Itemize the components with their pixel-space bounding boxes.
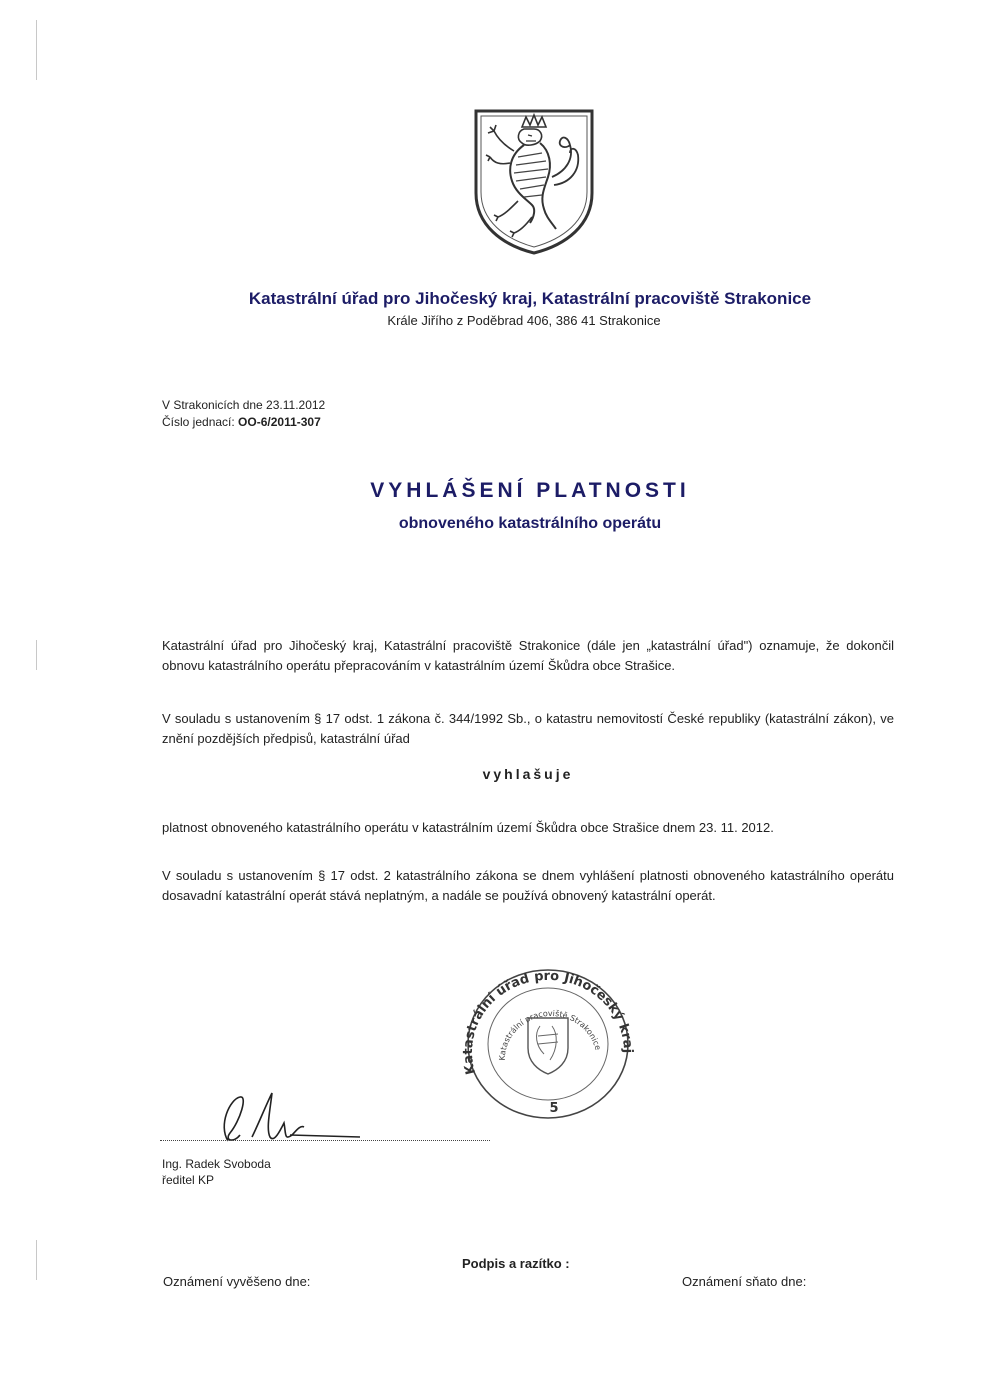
stamp-outer-text: Katastrální úřad pro Jihočeský kraj — [461, 968, 636, 1076]
stamp-shield-icon — [528, 1018, 568, 1074]
place-and-date: V Strakonicích dne 23.11.2012 — [162, 398, 326, 412]
scan-edge-line — [36, 20, 37, 80]
handwritten-signature — [200, 1085, 370, 1155]
reference-number: OO-6/2011-307 — [238, 415, 321, 429]
office-name: Katastrální úřad pro Jihočeský kraj, Katastrální pracoviště Strakonice — [248, 289, 812, 308]
document-subtitle: obnoveného katastrálního operátu — [398, 515, 662, 532]
paragraph-announcement: Katastrální úřad pro Jihočeský kraj, Katastrální pracoviště Strakonice (dále jen „katastrální úřad") oznamuje, že dokončil obnovu katastrálního operátu přepracováním v katastrálním území Škůdra obce Strašice. — [162, 638, 894, 673]
signature-line — [160, 1140, 490, 1141]
declares-word: vyhlašuje — [482, 766, 574, 782]
footer-signature-label: Podpis a razítko : — [462, 1256, 570, 1271]
office-address: Krále Jiřího z Poděbrad 406, 386 41 Strakonice — [387, 313, 661, 328]
svg-text:Katastrální úřad pro Jihočeský — [461, 969, 635, 1076]
paragraph-effect: V souladu s ustanovením § 17 odst. 2 katastrálního zákona se dnem vyhlášení platnosti obnoveného katastrálního operátu dosavadní katastrální operát stává neplatným, a nadále se používá obnovený katastrální operát. — [162, 868, 894, 903]
stamp-inner-text: Katastrální pracoviště Strakonice — [497, 1008, 603, 1061]
signer-name: Ing. Radek Svoboda — [162, 1157, 271, 1171]
reference-line — [162, 415, 321, 429]
scan-edge-line — [36, 1240, 37, 1280]
scan-edge-line — [36, 640, 37, 670]
official-stamp — [458, 962, 638, 1122]
coat-of-arms-icon — [470, 105, 598, 257]
footer-removed-label: Oznámení sňato dne: — [682, 1274, 807, 1289]
stamp-number: 5 — [549, 1101, 559, 1116]
paragraph-legal-basis: V souladu s ustanovením § 17 odst. 1 zákona č. 344/1992 Sb., o katastru nemovitostí České republiky (katastrální zákon), ve znění pozdějších předpisů, katastrální úřad — [162, 711, 894, 746]
document-title: VYHLÁŠENÍ PLATNOSTI — [370, 479, 690, 502]
signer-role: ředitel KP — [162, 1173, 215, 1187]
footer-posted-label: Oznámení vyvěšeno dne: — [163, 1274, 311, 1289]
paragraph-validity: platnost obnoveného katastrálního operátu v katastrálním území Škůdra obce Strašice dnem 23. 11. 2012. — [162, 820, 774, 835]
reference-label: Číslo jednací: — [162, 415, 235, 429]
